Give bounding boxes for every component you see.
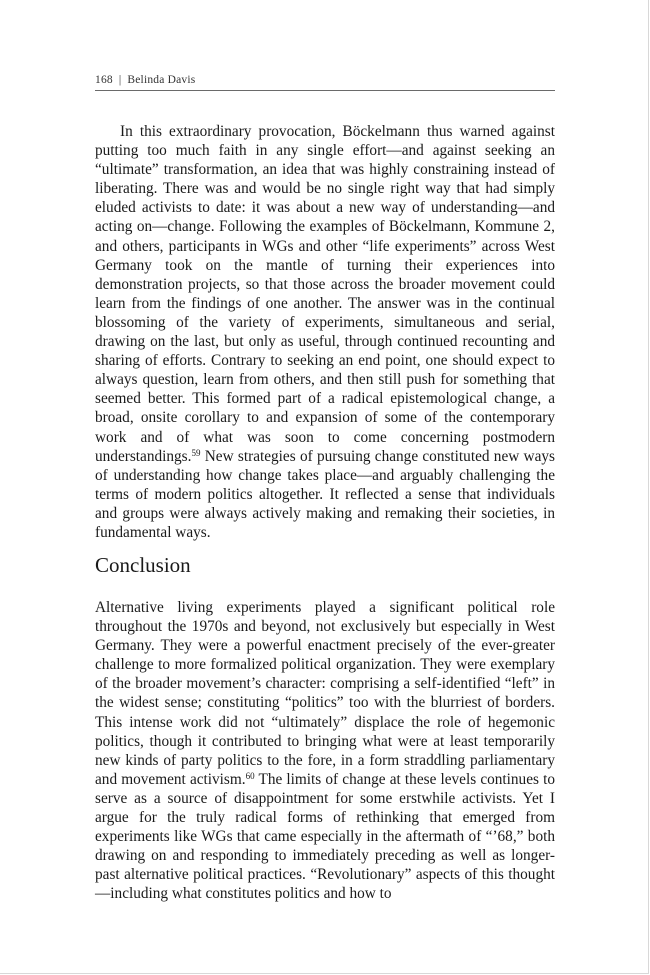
footnote-ref-59[interactable]: 59	[191, 447, 201, 458]
page-number: 168	[95, 74, 113, 86]
author-name: Belinda Davis	[127, 74, 196, 86]
paragraph-text: In this extraordinary provocation, Böckelmann thus warned against putting too much faith in any single effort—and against seeking an “ultimate” transformation, an idea that was highly constraining instead of liberating. There was and would be no single right way that had simply eluded activists to date: it was about a new way of understanding—and acting on—change. Following the examples of Böckelmann, Kommune 2, and others, participants in WGs and other “life experiments” across West Germany took on the mantle of turning their experiences into demonstration projects, so that those across the broader movement could learn from the findings of one another. The answer was in the continual blossoming of the variety of experiments, simultaneous and serial, drawing on the last, but only as useful, through continued recounting and sharing of efforts. Contrary to seeking an end point, one should expect to always question, learn from others, and then still push for something that seemed better. This formed part of a radical epistemological change, a broad, onsite corollary to and expansion of some of the contemporary work and of what was soon to come concerning postmodern understandings.	[95, 123, 555, 465]
paragraph-text: Alternative living experiments played a significant political role throughout the 1970s and beyond, not exclusively but especially in West Germany. They were a powerful enactment precisely of the ever-greater challenge to more formalized political organization. They were exemplary of the broader movement’s character: comprising a self-identified “left” in the widest sense; constituting “politics” too with the blurriest of borders. This intense work did not “ultimately” displace the role of hegemonic politics, though it contributed to bringing what were at least temporarily new kinds of party politics to the fore, in a form straddling parliamentary and movement activism.	[95, 599, 555, 788]
body-paragraph-2	[95, 598, 555, 904]
running-head	[95, 74, 555, 86]
paragraph-text-continued: The limits of change at these levels continues to serve as a source of disappointment for some erstwhile activists. Yet I argue for the truly radical forms of rethinking that emerged from experiments like WGs that came especially in the aftermath of “’68,” both drawing on and responding to immediately preceding as well as longer-past alternative political practices. “Revolutionary” aspects of this thought—including what constitutes politics and how to	[95, 770, 555, 903]
section-heading: Conclusion	[95, 553, 191, 577]
footnote-ref-60[interactable]: 60	[245, 770, 255, 781]
body-paragraph-1	[95, 122, 555, 542]
header-rule	[95, 90, 555, 91]
paragraph-text-continued: New strategies of pursuing change constituted new ways of understanding how change takes place—and arguably challenging the terms of modern politics altogether. It reflected a sense that individuals and groups were always actively making and remaking their societies, in fundamental ways.	[95, 447, 555, 541]
header-separator: |	[118, 74, 122, 86]
